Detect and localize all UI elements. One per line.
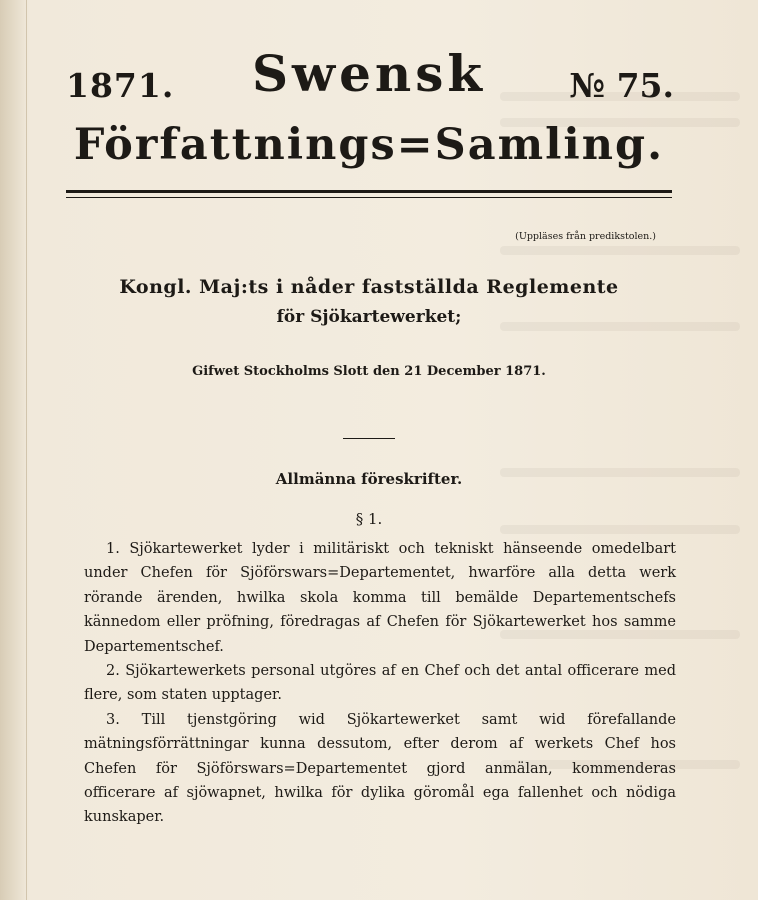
masthead-title-line2: Författnings=Samling. [73,120,665,170]
masthead [64,44,674,194]
separator-rule [343,438,395,439]
decree-subtitle: för Sjökartewerket; [276,307,462,327]
bleed-through-line [500,246,740,255]
reading-note: (Uppläses från predikstolen.) [515,231,656,242]
publication-year: 1871. [66,66,175,105]
decree-title: Kongl. Maj:ts i nåder fastställda Reglemente [119,276,619,298]
body-text [84,537,676,830]
paragraph-1: 1. Sjökartewerket lyder i militäriskt och tekniskt hänseende omedelbart under Chefen för Sjöförswars=Departementet, hwarföre alla detta werk rörande ärenden, hwilka skola komma till bemälde Departementschefs kännedom eller pröfning, föredragas af Chefen för Sjökartewerket hos samme Departementschef. [84,541,676,655]
decree-given-line: Gifwet Stockholms Slott den 21 December 1871. [192,364,546,379]
section-heading: Allmänna föreskrifter. [275,470,463,488]
masthead-rule-thin [66,197,672,198]
binding-gutter [0,0,27,900]
masthead-rule-thick [66,190,672,193]
paragraph-sign: § 1. [355,510,383,528]
paragraph-2: 2. Sjökartewerkets personal utgöres af en Chef och det antal officerare med flere, som staten upptager. [84,663,676,704]
masthead-title-line1: Swensk [251,44,487,103]
paragraph-3: 3. Till tjenstgöring wid Sjökartewerket samt wid förefallande mätningsförrättningar kunna dessutom, efter derom af werkets Chef hos Chefen för Sjöförswars=Departementet gjord anmälan, kommenderas officerare af sjöwapnet, hwilka för dylika göromål ega fallenhet och nödiga kunskaper. [84,711,676,826]
issue-number: № 75. [569,66,674,105]
